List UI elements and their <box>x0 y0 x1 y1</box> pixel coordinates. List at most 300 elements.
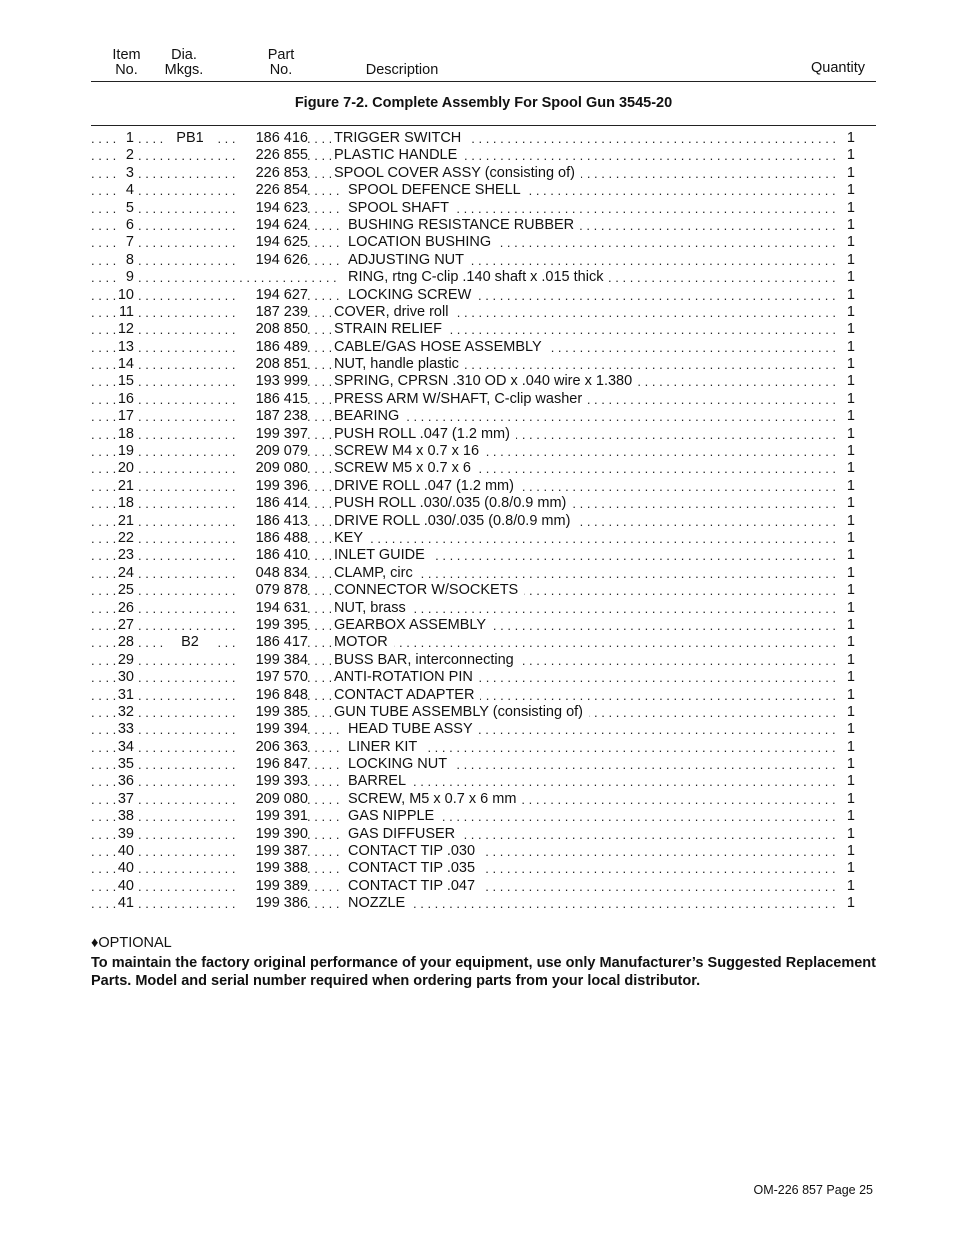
parts-row <box>0 634 954 651</box>
parts-row <box>0 860 954 877</box>
leader-dots <box>307 147 331 164</box>
part-description: SCREW M4 x 0.7 x 16 <box>334 443 485 460</box>
leader-dots <box>307 687 331 704</box>
header-part-no: Part No. <box>267 47 295 78</box>
leader-dots <box>307 756 343 773</box>
part-number: 186 414 <box>236 495 308 512</box>
quantity: 1 <box>846 877 855 894</box>
parts-row <box>0 426 954 443</box>
quantity: 1 <box>846 582 855 599</box>
part-description: SPOOL COVER ASSY (consisting of) <box>334 165 581 182</box>
part-number: 194 624 <box>236 217 308 234</box>
part-number: 187 239 <box>236 304 308 321</box>
parts-row <box>0 287 954 304</box>
leader-dots <box>138 373 242 390</box>
leader-dots <box>307 878 343 895</box>
header-rule <box>91 81 876 82</box>
parts-row <box>0 773 954 790</box>
quantity: 1 <box>846 164 855 181</box>
part-description: CABLE/GAS HOSE ASSEMBLY <box>334 339 548 356</box>
parts-row <box>0 513 954 530</box>
leader-dots <box>138 878 242 895</box>
leader-dots <box>138 408 242 425</box>
page-footer: OM-226 857 Page 25 <box>753 1183 873 1197</box>
part-number: 209 080 <box>236 460 308 477</box>
leader-dots <box>138 826 242 843</box>
parts-row <box>0 234 954 251</box>
quantity: 1 <box>846 321 855 338</box>
item-number: 7 <box>125 234 134 251</box>
parts-row <box>0 356 954 373</box>
item-number: 25 <box>117 582 134 599</box>
leader-dots <box>138 860 242 877</box>
leader-dots <box>307 217 343 234</box>
leader-dots <box>307 252 343 269</box>
item-number: 31 <box>117 686 134 703</box>
leader-dots <box>138 495 242 512</box>
optional-legend: ♦OPTIONAL <box>91 935 172 951</box>
leader-dots <box>138 756 242 773</box>
item-number: 17 <box>117 408 134 425</box>
leader-dots <box>334 634 835 651</box>
quantity: 1 <box>846 790 855 807</box>
part-description: DRIVE ROLL .030/.035 (0.8/0.9 mm) <box>334 513 576 530</box>
part-description: SCREW M5 x 0.7 x 6 <box>334 460 477 477</box>
parts-row <box>0 391 954 408</box>
quantity: 1 <box>846 895 855 912</box>
part-description: CONTACT TIP .035 <box>348 860 481 877</box>
leader-dots <box>138 547 242 564</box>
item-number: 28 <box>117 634 134 651</box>
quantity: 1 <box>846 721 855 738</box>
parts-row <box>0 130 954 147</box>
parts-row <box>0 460 954 477</box>
parts-row <box>0 808 954 825</box>
leader-dots <box>334 408 835 425</box>
part-number: 209 080 <box>236 791 308 808</box>
diagram-marking: B2 <box>166 634 214 651</box>
leader-dots <box>138 739 242 756</box>
quantity: 1 <box>846 686 855 703</box>
leader-dots <box>334 530 835 547</box>
part-description: CONTACT ADAPTER <box>334 687 480 704</box>
parts-row <box>0 200 954 217</box>
parts-row <box>0 547 954 564</box>
part-number: 226 855 <box>236 147 308 164</box>
leader-dots <box>138 426 242 443</box>
item-number: 21 <box>117 477 134 494</box>
part-number: 199 387 <box>236 843 308 860</box>
title-rule <box>91 125 876 126</box>
quantity: 1 <box>846 738 855 755</box>
leader-dots <box>138 791 242 808</box>
leader-dots <box>138 269 338 286</box>
item-number: 40 <box>117 860 134 877</box>
leader-dots <box>138 582 242 599</box>
part-description: HEAD TUBE ASSY <box>348 721 479 738</box>
leader-dots <box>138 565 242 582</box>
leader-dots <box>307 304 331 321</box>
item-number: 4 <box>125 182 134 199</box>
quantity: 1 <box>846 529 855 546</box>
quantity: 1 <box>846 199 855 216</box>
leader-dots <box>138 234 242 251</box>
part-description: BUSHING RESISTANCE RUBBER <box>348 217 580 234</box>
quantity: 1 <box>846 756 855 773</box>
part-number: 199 396 <box>236 478 308 495</box>
parts-row <box>0 165 954 182</box>
leader-dots <box>307 652 331 669</box>
parts-row <box>0 687 954 704</box>
part-description: CONNECTOR W/SOCKETS <box>334 582 524 599</box>
parts-row <box>0 252 954 269</box>
header-description: Description <box>365 62 439 78</box>
quantity: 1 <box>846 860 855 877</box>
item-number: 10 <box>117 286 134 303</box>
leader-dots <box>138 217 242 234</box>
parts-row <box>0 704 954 721</box>
item-number: 29 <box>117 651 134 668</box>
header-dia-mkgs: Dia. Mkgs. <box>164 47 204 78</box>
quantity: 1 <box>846 460 855 477</box>
leader-dots <box>138 252 242 269</box>
part-description: CONTACT TIP .047 <box>348 878 481 895</box>
quantity: 1 <box>846 808 855 825</box>
part-number: 199 395 <box>236 617 308 634</box>
quantity: 1 <box>846 669 855 686</box>
quantity: 1 <box>846 408 855 425</box>
part-number: 199 389 <box>236 878 308 895</box>
item-number: 26 <box>117 599 134 616</box>
part-description: LOCKING SCREW <box>348 287 477 304</box>
parts-row <box>0 826 954 843</box>
item-number: 3 <box>125 164 134 181</box>
item-number: 2 <box>125 147 134 164</box>
part-description: SPOOL DEFENCE SHELL <box>348 182 527 199</box>
quantity: 1 <box>846 269 855 286</box>
item-number: 15 <box>117 373 134 390</box>
item-number: 41 <box>117 895 134 912</box>
parts-row <box>0 565 954 582</box>
part-description: RING, rtng C-clip .140 shaft x .015 thick <box>348 269 609 286</box>
item-number: 18 <box>117 495 134 512</box>
item-number: 5 <box>125 199 134 216</box>
part-number: 194 623 <box>236 200 308 217</box>
leader-dots <box>138 304 242 321</box>
leader-dots <box>307 582 331 599</box>
leader-dots <box>307 565 331 582</box>
part-number: 186 413 <box>236 513 308 530</box>
quantity: 1 <box>846 825 855 842</box>
part-number: 186 410 <box>236 547 308 564</box>
part-description: NUT, brass <box>334 600 412 617</box>
quantity: 1 <box>846 373 855 390</box>
leader-dots <box>307 513 331 530</box>
part-description: ADJUSTING NUT <box>348 252 470 269</box>
quantity: 1 <box>846 843 855 860</box>
leader-dots <box>138 617 242 634</box>
quantity: 1 <box>846 147 855 164</box>
header-item-no: Item No. <box>112 47 141 78</box>
part-description: BUSS BAR, interconnecting <box>334 652 520 669</box>
part-number: 199 388 <box>236 860 308 877</box>
leader-dots <box>138 704 242 721</box>
parts-row <box>0 443 954 460</box>
item-number: 20 <box>117 460 134 477</box>
part-description: LOCATION BUSHING <box>348 234 497 251</box>
leader-dots <box>138 895 242 912</box>
leader-dots <box>307 460 331 477</box>
part-description: CONTACT TIP .030 <box>348 843 481 860</box>
leader-dots <box>307 826 343 843</box>
part-description: MOTOR <box>334 634 394 651</box>
parts-row <box>0 321 954 338</box>
item-number: 23 <box>117 547 134 564</box>
item-number: 21 <box>117 512 134 529</box>
figure-title: Figure 7-2. Complete Assembly For Spool Gun 3545-20 <box>294 95 673 111</box>
item-number: 35 <box>117 756 134 773</box>
part-description: BARREL <box>348 773 412 790</box>
parts-list <box>0 130 954 913</box>
part-number: 186 489 <box>236 339 308 356</box>
part-number: 079 878 <box>236 582 308 599</box>
parts-row <box>0 843 954 860</box>
leader-dots <box>307 704 331 721</box>
item-number: 11 <box>118 303 134 320</box>
quantity: 1 <box>846 651 855 668</box>
quantity: 1 <box>846 425 855 442</box>
part-number: 187 238 <box>236 408 308 425</box>
part-description: INLET GUIDE <box>334 547 431 564</box>
quantity: 1 <box>846 773 855 790</box>
part-number: 186 417 <box>236 634 308 651</box>
parts-row <box>0 878 954 895</box>
parts-row <box>0 478 954 495</box>
leader-dots <box>307 165 331 182</box>
part-description: SPOOL SHAFT <box>348 200 455 217</box>
quantity: 1 <box>846 216 855 233</box>
part-description: DRIVE ROLL .047 (1.2 mm) <box>334 478 520 495</box>
parts-row <box>0 669 954 686</box>
part-description: KEY <box>334 530 369 547</box>
part-description: SCREW, M5 x 0.7 x 6 mm <box>348 791 522 808</box>
leader-dots <box>138 652 242 669</box>
part-description: GEARBOX ASSEMBLY <box>334 617 492 634</box>
item-number: 32 <box>117 703 134 720</box>
item-number: 33 <box>117 721 134 738</box>
part-number: 206 363 <box>236 739 308 756</box>
item-number: 22 <box>117 529 134 546</box>
parts-row <box>0 304 954 321</box>
quantity: 1 <box>846 547 855 564</box>
leader-dots <box>138 530 242 547</box>
leader-dots <box>138 321 242 338</box>
item-number: 38 <box>117 808 134 825</box>
leader-dots <box>138 147 242 164</box>
part-number: 194 625 <box>236 234 308 251</box>
leader-dots <box>307 808 343 825</box>
part-number: 208 851 <box>236 356 308 373</box>
item-number: 14 <box>117 356 134 373</box>
parts-row <box>0 408 954 425</box>
item-number: 36 <box>117 773 134 790</box>
part-number: 199 393 <box>236 773 308 790</box>
part-number: 196 848 <box>236 687 308 704</box>
parts-row <box>0 582 954 599</box>
part-number: 196 847 <box>236 756 308 773</box>
part-description: SPRING, CPRSN .310 OD x .040 wire x 1.380 <box>334 373 638 390</box>
quantity: 1 <box>846 234 855 251</box>
item-number: 19 <box>117 443 134 460</box>
part-number: 199 385 <box>236 704 308 721</box>
parts-row <box>0 530 954 547</box>
quantity: 1 <box>846 564 855 581</box>
part-number: 226 854 <box>236 182 308 199</box>
leader-dots <box>138 339 242 356</box>
leader-dots <box>307 373 331 390</box>
leader-dots <box>138 356 242 373</box>
leader-dots <box>307 669 331 686</box>
part-description: GAS NIPPLE <box>348 808 440 825</box>
quantity: 1 <box>846 495 855 512</box>
leader-dots <box>138 165 242 182</box>
leader-dots <box>307 895 343 912</box>
leader-dots <box>307 443 331 460</box>
item-number: 40 <box>117 877 134 894</box>
leader-dots <box>138 200 242 217</box>
leader-dots <box>307 547 331 564</box>
leader-dots <box>307 356 331 373</box>
quantity: 1 <box>846 512 855 529</box>
leader-dots <box>307 339 331 356</box>
item-number: 37 <box>117 790 134 807</box>
part-number: 199 390 <box>236 826 308 843</box>
part-number: 208 850 <box>236 321 308 338</box>
item-number: 13 <box>117 338 134 355</box>
leader-dots <box>307 739 343 756</box>
part-number: 199 397 <box>236 426 308 443</box>
part-number: 194 627 <box>236 287 308 304</box>
item-number: 6 <box>125 216 134 233</box>
item-number: 8 <box>125 251 134 268</box>
leader-dots <box>307 182 343 199</box>
quantity: 1 <box>846 390 855 407</box>
part-description: LINER KIT <box>348 739 423 756</box>
part-number: 199 386 <box>236 895 308 912</box>
leader-dots <box>307 860 343 877</box>
item-number: 18 <box>117 425 134 442</box>
parts-row <box>0 617 954 634</box>
leader-dots <box>307 600 331 617</box>
parts-row <box>0 791 954 808</box>
quantity: 1 <box>846 182 855 199</box>
parts-row <box>0 739 954 756</box>
item-number: 16 <box>117 390 134 407</box>
leader-dots <box>307 495 331 512</box>
quantity: 1 <box>846 251 855 268</box>
item-number: 24 <box>117 564 134 581</box>
leader-dots <box>138 669 242 686</box>
leader-dots <box>138 478 242 495</box>
part-description: PUSH ROLL .047 (1.2 mm) <box>334 426 516 443</box>
leader-dots <box>307 391 331 408</box>
leader-dots <box>307 234 343 251</box>
parts-row <box>0 373 954 390</box>
part-description: PRESS ARM W/SHAFT, C-clip washer <box>334 391 588 408</box>
item-number: 9 <box>125 269 134 286</box>
leader-dots <box>138 600 242 617</box>
part-description: STRAIN RELIEF <box>334 321 448 338</box>
parts-row <box>0 269 954 286</box>
leader-dots <box>307 773 343 790</box>
leader-dots <box>307 130 331 147</box>
item-number: 1 <box>125 130 134 146</box>
parts-row <box>0 756 954 773</box>
part-number: 186 415 <box>236 391 308 408</box>
parts-row <box>0 339 954 356</box>
quantity: 1 <box>846 599 855 616</box>
quantity: 1 <box>846 477 855 494</box>
leader-dots <box>138 843 242 860</box>
part-description: ANTI-ROTATION PIN <box>334 669 479 686</box>
part-description: GUN TUBE ASSEMBLY (consisting of) <box>334 704 589 721</box>
leader-dots <box>138 182 242 199</box>
parts-row <box>0 217 954 234</box>
part-number: 194 626 <box>236 252 308 269</box>
leader-dots <box>307 287 343 304</box>
item-number: 39 <box>117 825 134 842</box>
part-description: COVER, drive roll <box>334 304 454 321</box>
leader-dots <box>138 687 242 704</box>
part-number: 186 488 <box>236 530 308 547</box>
part-description: PUSH ROLL .030/.035 (0.8/0.9 mm) <box>334 495 572 512</box>
item-number: 40 <box>117 843 134 860</box>
part-number: 194 631 <box>236 600 308 617</box>
quantity: 1 <box>846 303 855 320</box>
leader-dots <box>307 408 331 425</box>
leader-dots <box>348 773 835 790</box>
leader-dots <box>307 530 331 547</box>
parts-row <box>0 652 954 669</box>
item-number: 30 <box>117 669 134 686</box>
leader-dots <box>307 721 343 738</box>
leader-dots <box>138 808 242 825</box>
replacement-parts-notice: To maintain the factory original performance of your equipment, use only Manufacturer’s Suggested Replacement Parts. Model and serial number required when ordering parts from your local distributor. <box>91 955 876 989</box>
part-description: PLASTIC HANDLE <box>334 147 463 164</box>
parts-row <box>0 721 954 738</box>
quantity: 1 <box>846 338 855 355</box>
parts-row <box>0 600 954 617</box>
parts-row <box>0 182 954 199</box>
quantity: 1 <box>846 634 855 651</box>
parts-row <box>0 495 954 512</box>
leader-dots <box>307 634 331 651</box>
leader-dots <box>138 460 242 477</box>
leader-dots <box>307 321 331 338</box>
part-number: 209 079 <box>236 443 308 460</box>
item-number: 27 <box>117 616 134 633</box>
quantity: 1 <box>846 703 855 720</box>
quantity: 1 <box>846 616 855 633</box>
part-number: 193 999 <box>236 373 308 390</box>
leader-dots <box>138 773 242 790</box>
part-number: 199 391 <box>236 808 308 825</box>
part-description: GAS DIFFUSER <box>348 826 461 843</box>
part-description: NOZZLE <box>348 895 411 912</box>
leader-dots <box>138 513 242 530</box>
quantity: 1 <box>846 356 855 373</box>
leader-dots <box>307 200 343 217</box>
